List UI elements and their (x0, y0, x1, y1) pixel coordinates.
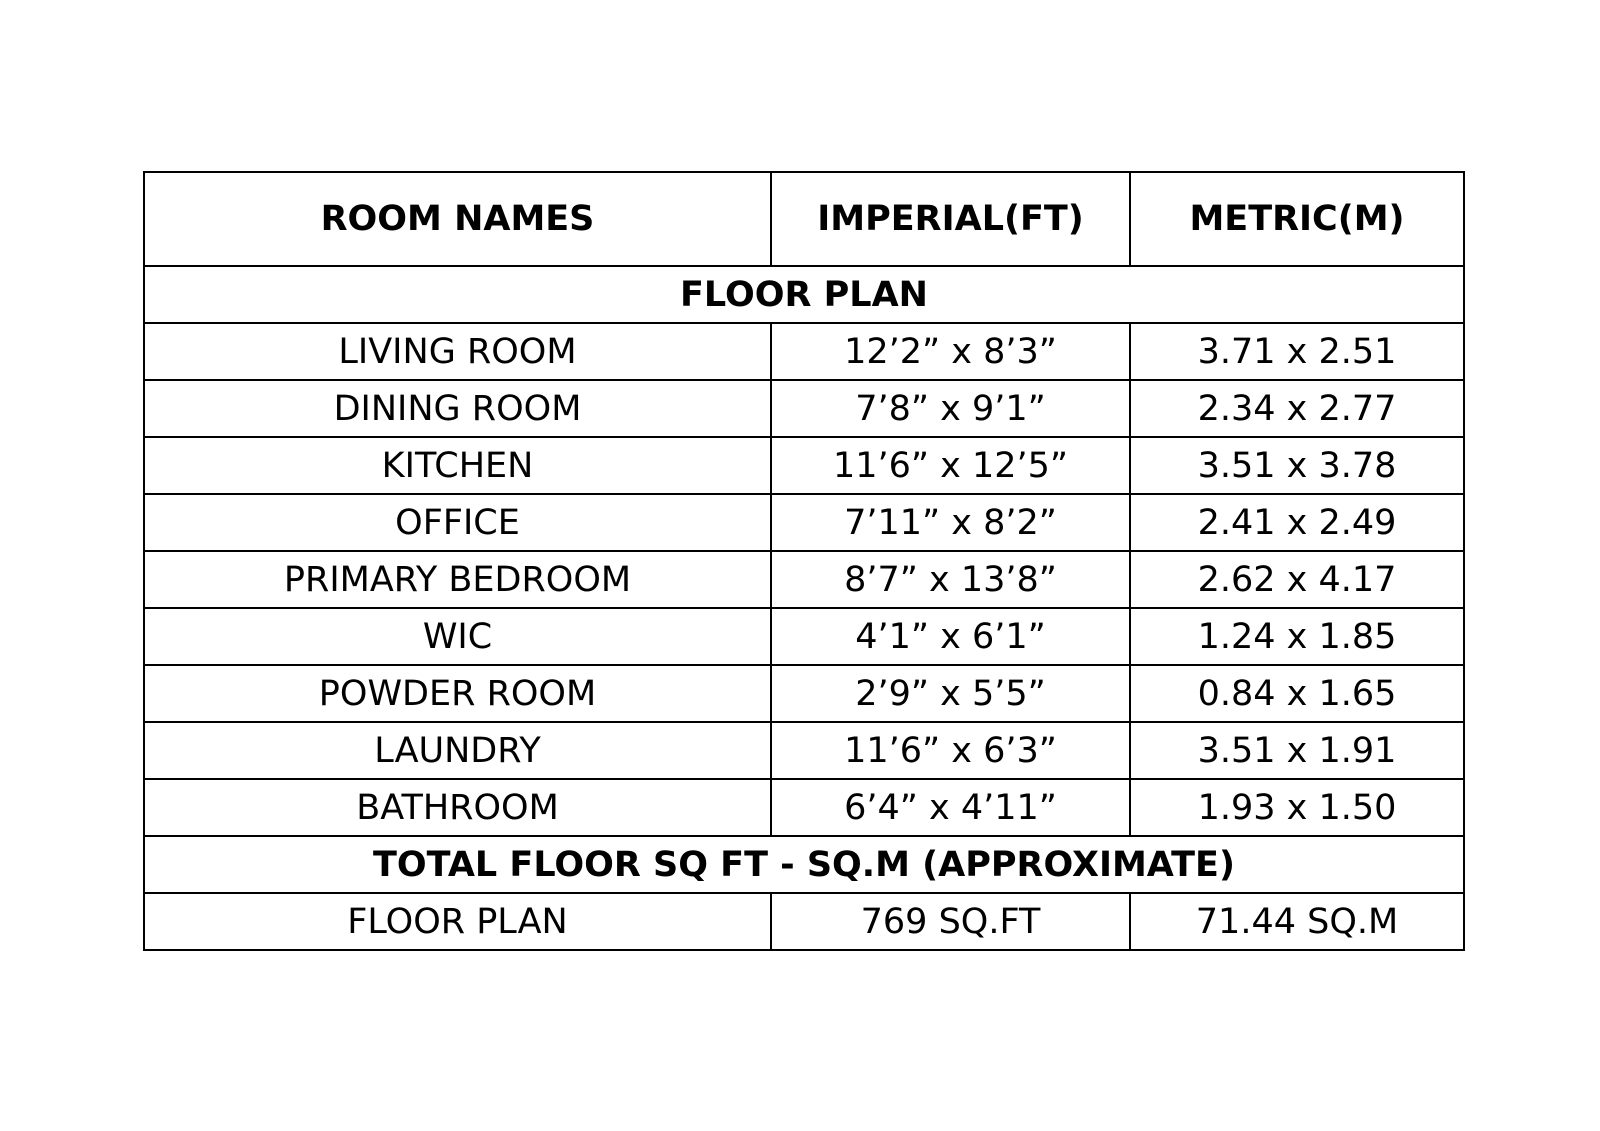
table-row (144, 494, 1464, 551)
total-metric-cell: 71.44 SQ.M (1130, 893, 1464, 950)
total-row (144, 893, 1464, 950)
total-name-cell: FLOOR PLAN (144, 893, 771, 950)
table-header-row (144, 172, 1464, 266)
table-row (144, 665, 1464, 722)
room-imperial-cell: 4’1” x 6’1” (771, 608, 1130, 665)
room-imperial-cell: 12’2” x 8’3” (771, 323, 1130, 380)
table-row (144, 380, 1464, 437)
section-floor-plan-label: FLOOR PLAN (144, 266, 1464, 323)
room-metric-cell: 3.51 x 1.91 (1130, 722, 1464, 779)
room-name-cell: BATHROOM (144, 779, 771, 836)
table-row (144, 551, 1464, 608)
header-metric: METRIC(M) (1130, 172, 1464, 266)
room-name-cell: POWDER ROOM (144, 665, 771, 722)
room-name-cell: OFFICE (144, 494, 771, 551)
section-total-label: TOTAL FLOOR SQ FT - SQ.M (APPROXIMATE) (144, 836, 1464, 893)
room-imperial-cell: 6’4” x 4’11” (771, 779, 1130, 836)
room-metric-cell: 2.34 x 2.77 (1130, 380, 1464, 437)
table-row (144, 323, 1464, 380)
room-imperial-cell: 11’6” x 12’5” (771, 437, 1130, 494)
room-metric-cell: 1.93 x 1.50 (1130, 779, 1464, 836)
table-row (144, 722, 1464, 779)
room-dimensions-document (143, 171, 1463, 951)
room-metric-cell: 2.62 x 4.17 (1130, 551, 1464, 608)
room-name-cell: LAUNDRY (144, 722, 771, 779)
table-row (144, 437, 1464, 494)
room-metric-cell: 3.71 x 2.51 (1130, 323, 1464, 380)
header-imperial: IMPERIAL(FT) (771, 172, 1130, 266)
room-metric-cell: 1.24 x 1.85 (1130, 608, 1464, 665)
room-name-cell: DINING ROOM (144, 380, 771, 437)
room-imperial-cell: 7’8” x 9’1” (771, 380, 1130, 437)
section-row-floor-plan (144, 266, 1464, 323)
room-imperial-cell: 11’6” x 6’3” (771, 722, 1130, 779)
room-name-cell: KITCHEN (144, 437, 771, 494)
section-row-total (144, 836, 1464, 893)
header-room-names: ROOM NAMES (144, 172, 771, 266)
room-metric-cell: 2.41 x 2.49 (1130, 494, 1464, 551)
room-metric-cell: 0.84 x 1.65 (1130, 665, 1464, 722)
total-imperial-cell: 769 SQ.FT (771, 893, 1130, 950)
room-imperial-cell: 8’7” x 13’8” (771, 551, 1130, 608)
room-name-cell: PRIMARY BEDROOM (144, 551, 771, 608)
table-row (144, 608, 1464, 665)
room-imperial-cell: 7’11” x 8’2” (771, 494, 1130, 551)
room-metric-cell: 3.51 x 3.78 (1130, 437, 1464, 494)
room-dimensions-table (143, 171, 1465, 951)
room-imperial-cell: 2’9” x 5’5” (771, 665, 1130, 722)
table-row (144, 779, 1464, 836)
room-name-cell: WIC (144, 608, 771, 665)
room-name-cell: LIVING ROOM (144, 323, 771, 380)
